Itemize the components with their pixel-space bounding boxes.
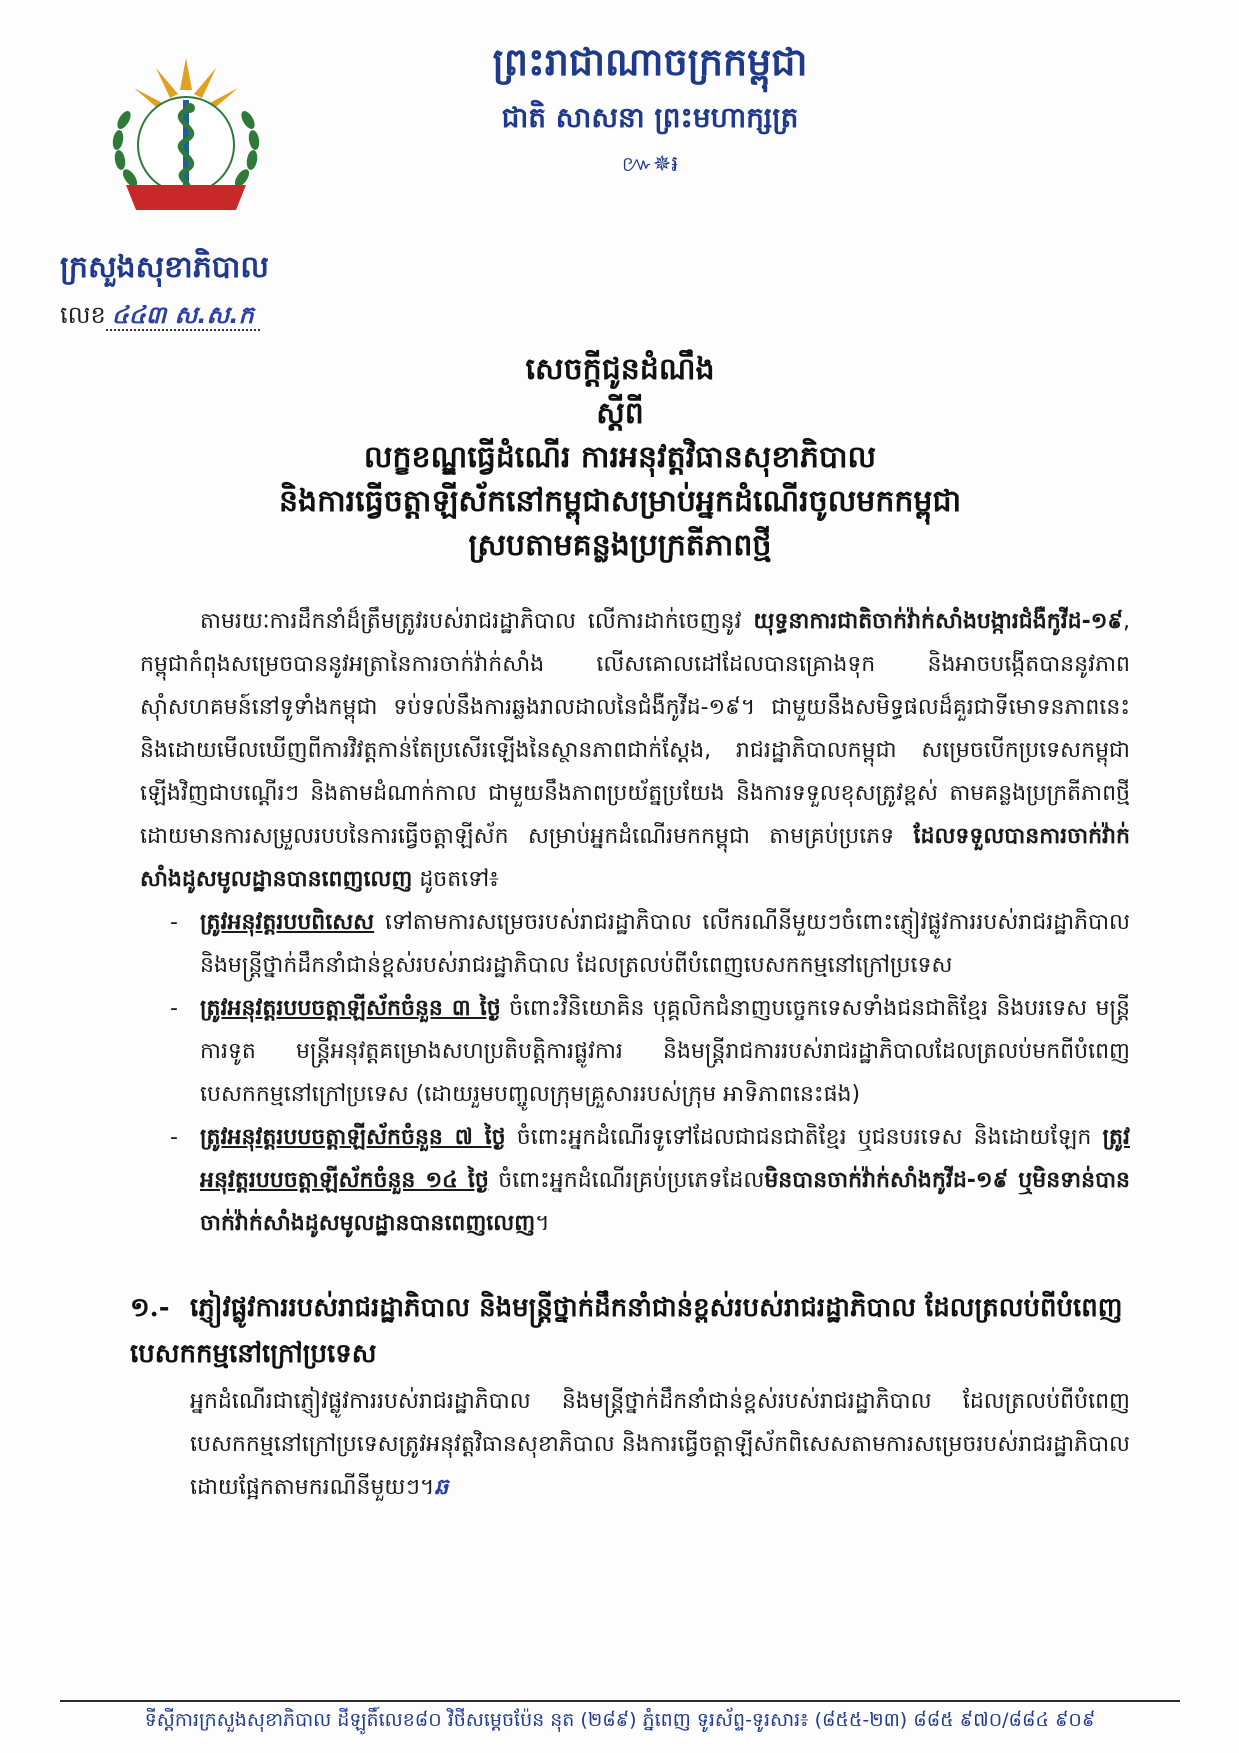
section-1-text: អ្នកដំណើរជាភ្ញៀវផ្លូវការរបស់រាជរដ្ឋាភិបាល និងមន្ត្រីថ្នាក់ដឹកនាំជាន់ខ្ពស់របស់រាជរដ្ឋាភិបាល ដែលត្រលប់ពីបំពេញបេសកកម្មនៅក្រៅប្រទេសត្រូវអនុវត្តវិធានសុខាភិបាល និងការធ្វើចត្តាឡីស័កពិសេសតាមការសម្រេចរបស់រាជរដ្ឋាភិបាលដោយផ្អែកតាមករណីនីមួយៗ។ xyxy=(190,1389,1130,1500)
title-line-4: និងការធ្វើចត្តាឡីស័កនៅកម្ពុជាសម្រាប់អ្នកដំណើរចូលមកកម្ពុជា xyxy=(278,484,962,519)
bullet-3-text: ចំពោះអ្នកដំណើរទូទៅដែលជាជនជាតិខ្មែរ ឬជនបរទេស និងដោយឡែក xyxy=(505,1125,1103,1150)
reference-number xyxy=(60,300,360,335)
title-line-1: សេចក្តីជូនដំណឹង xyxy=(525,352,715,387)
footer-address: ទីស្តីការក្រសួងសុខាភិបាល ដីឡូតិ៍លេខ៨០ វិថីសម្តេចប៉ែន នុត (២៨៩) ភ្នំពេញ ទូរស័ព្ទ-ទូរសារ៖ (៨៥៥-២៣) ៨៨៥ ៩៧០/៨៨៤ ៩០៩ xyxy=(144,1709,1096,1731)
bullet-3-heading: ត្រូវអនុវត្តរបបចត្តាឡីស័កចំនួន ៧ ថ្ងៃ xyxy=(200,1125,506,1150)
bullet-3-end: ។ xyxy=(535,1211,550,1236)
handwritten-initial: ឆ xyxy=(434,1475,449,1500)
intro-bold-campaign: យុទ្ធនាការជាតិចាក់វ៉ាក់សាំងបង្ការជំងឺកូវីដ-១៩ xyxy=(753,609,1123,634)
kingdom-title: ព្រះរាជាណាចក្រកម្ពុជា xyxy=(492,39,808,84)
title-line-5: ស្របតាមគន្លងប្រក្រតីភាពថ្មី xyxy=(468,528,772,563)
intro-text-b: , កម្ពុជាកំពុងសម្រេចបាននូវអត្រានៃការចាក់វ៉ាក់សាំង លើសគោលដៅដែលបានគ្រោងទុក និងអាចបង្កើតបាននូវភាពស៊ាំសហគមន៍នៅទូទាំងកម្ពុជា ទប់ទល់នឹងការឆ្លងរាលដាលនៃជំងឺកូវីដ-១៩។ ជាមួយនឹងសមិទ្ធផលដ៏គួរជាទីមោទនភាពនេះ និងដោយមើលឃើញពីការវិវត្តកាន់តែប្រសើរឡើងនៃស្ថានភាពជាក់ស្តែង, រាជរដ្ឋាភិបាលកម្ពុជា សម្រេចបើកប្រទេសកម្ពុជាឡើងវិញជាបណ្តើរៗ និងតាមដំណាក់កាល ជាមួយនឹងភាពប្រយ័ត្នប្រយែង និងការទទួលខុសត្រូវខ្ពស់ តាមគន្លងប្រក្រតីភាពថ្មី ដោយមានការសម្រួលរបបនៃការធ្វើចត្តាឡីស័ក សម្រាប់អ្នកដំណើរមកកម្ពុជា តាមគ្រប់ប្រភេទ xyxy=(140,609,1130,849)
section-title: ភ្ញៀវផ្លូវការរបស់រាជរដ្ឋាភិបាល និងមន្ត្រីថ្នាក់ដឹកនាំជាន់ខ្ពស់របស់រាជរដ្ឋាភិបាល ដែលត្រលប់ពីបំពេញបេសកកម្មនៅក្រៅប្រទេស xyxy=(130,1293,1123,1369)
intro-text-a: តាមរយៈការដឹកនាំដ៏ត្រឹមត្រូវរបស់រាជរដ្ឋាភិបាល លើការដាក់ចេញនូវ xyxy=(200,609,754,634)
list-item: - ត្រូវអនុវត្តរបបចត្តាឡីស័កចំនួន ៣ ថ្ងៃ ចំពោះវិនិយោគិន បុគ្គលិកជំនាញបច្ចេកទេសទាំងជនជាតិខ្មែរ និងបរទេស មន្ត្រីការទូត មន្ត្រីអនុវត្តគម្រោងសហប្រតិបត្តិការផ្លូវការ និងមន្ត្រីរាជការរបស់រាជរដ្ឋាភិបាលដែលត្រលប់មកពីបំពេញបេសកកម្មនៅក្រៅប្រទេស (ដោយរួមបញ្ចូលក្រុមគ្រួសាររបស់ក្រុម អាទិភាពនេះផង) xyxy=(170,996,1130,1107)
bullet-2-heading: ត្រូវអនុវត្តរបបចត្តាឡីស័កចំនួន ៣ ថ្ងៃ xyxy=(200,996,501,1021)
ministry-name: ក្រសួងសុខាភិបាល xyxy=(60,250,269,285)
reference-prefix: លេខ xyxy=(60,301,106,329)
notice-body xyxy=(140,600,1130,1245)
footer-divider xyxy=(60,1700,1180,1702)
section-1-heading xyxy=(130,1285,1130,1377)
intro-bold-vaccinated: ដែលទទួលបានការចាក់វ៉ាក់សាំងដូសមូលដ្ឋានបានពេញលេញ xyxy=(140,824,1130,892)
list-item: - ត្រូវអនុវត្តរបបពិសេស ទៅតាមការសម្រេចរបស់រាជរដ្ឋាភិបាល លើករណីនីមួយៗចំពោះភ្ញៀវផ្លូវការរបស់រាជរដ្ឋាភិបាល និងមន្ត្រីថ្នាក់ដឹកនាំជាន់ខ្ពស់របស់រាជរដ្ឋាភិបាល ដែលត្រលប់ពីបំពេញបេសកកម្មនៅក្រៅប្រទេស xyxy=(170,910,1130,978)
notice-title xyxy=(120,348,1120,568)
bullet-1-text: ទៅតាមការសម្រេចរបស់រាជរដ្ឋាភិបាល លើករណីនីមួយៗចំពោះភ្ញៀវផ្លូវការរបស់រាជរដ្ឋាភិបាល និងមន្ត្រីថ្នាក់ដឹកនាំជាន់ខ្ពស់របស់រាជរដ្ឋាភិបាល ដែលត្រលប់ពីបំពេញបេសកកម្មនៅក្រៅប្រទេស xyxy=(200,910,1130,978)
bullet-3-heading-2: ត្រូវអនុវត្តរបបចត្តាឡីស័កចំនួន ១៤ ថ្ងៃ xyxy=(200,1125,1130,1193)
bullet-3-bold: មិនបានចាក់វ៉ាក់សាំងកូវីដ-១៩ ឬមិនទាន់បានចាក់វ៉ាក់សាំងដូសមូលដ្ឋានបានពេញលេញ xyxy=(200,1168,1130,1236)
section-1-body xyxy=(190,1380,1130,1509)
ministry-of-health-emblem xyxy=(96,50,276,220)
ornament-divider: ៚✵៛ xyxy=(621,152,679,177)
reference-handwritten: ៤៤៣ ស.ស.ក xyxy=(106,301,260,331)
intro-text-c: ដូចតទៅ៖ xyxy=(412,867,499,892)
bullet-3-text-2: ចំពោះអ្នកដំណើរគ្រប់ប្រភេទដែល xyxy=(488,1168,765,1193)
title-line-2: ស្តីពី xyxy=(596,396,644,431)
list-item: - ត្រូវអនុវត្តរបបចត្តាឡីស័កចំនួន ៧ ថ្ងៃ ចំពោះអ្នកដំណើរទូទៅដែលជាជនជាតិខ្មែរ ឬជនបរទេស និងដោយឡែក ត្រូវអនុវត្តរបបចត្តាឡីស័កចំនួន ១៤ ថ្ងៃ ចំពោះអ្នកដំណើរគ្រប់ប្រភេទដែលមិនបានចាក់វ៉ាក់សាំងកូវីដ-១៩ ឬមិនទាន់បានចាក់វ៉ាក់សាំងដូសមូលដ្ឋានបានពេញលេញ។ xyxy=(170,1125,1130,1236)
emblem-ribbon xyxy=(126,185,246,210)
bullet-1-heading: ត្រូវអនុវត្តរបបពិសេស xyxy=(200,910,375,935)
bullet-2-text: ចំពោះវិនិយោគិន បុគ្គលិកជំនាញបច្ចេកទេសទាំងជនជាតិខ្មែរ និងបរទេស មន្ត្រីការទូត មន្ត្រីអនុវត្តគម្រោងសហប្រតិបត្តិការផ្លូវការ និងមន្ត្រីរាជការរបស់រាជរដ្ឋាភិបាលដែលត្រលប់មកពីបំពេញបេសកកម្មនៅក្រៅប្រទេស (ដោយរួមបញ្ចូលក្រុមគ្រួសាររបស់ក្រុម អាទិភាពនេះផង) xyxy=(200,996,1130,1107)
title-line-3: លក្ខខណ្ឌធ្វើដំណើរ ការអនុវត្តវិធានសុខាភិបាល xyxy=(363,440,877,475)
quarantine-rules-list xyxy=(140,901,1130,1245)
national-motto: ជាតិ សាសនា ព្រះមហាក្សត្រ xyxy=(501,101,799,134)
section-number: ១.- xyxy=(130,1293,170,1323)
section-1-paragraph xyxy=(190,1380,1130,1509)
intro-paragraph xyxy=(140,600,1130,901)
